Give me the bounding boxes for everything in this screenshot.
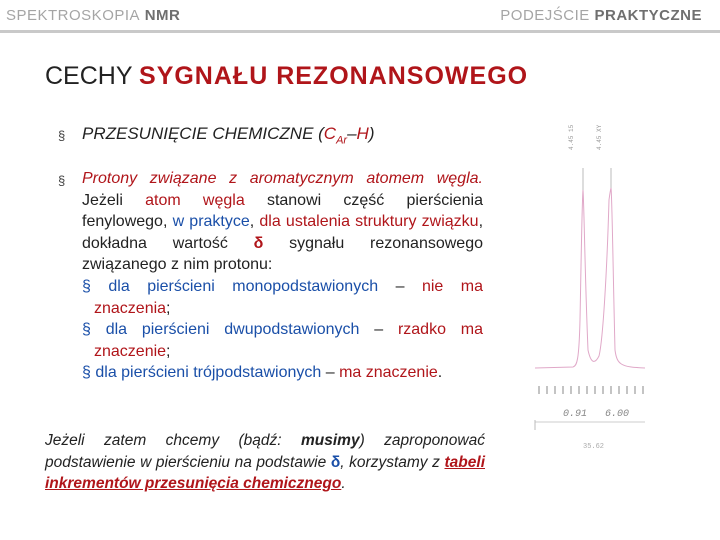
substitution-list <box>82 276 483 384</box>
nmr-spectrum-image <box>533 120 648 460</box>
integral-label-1: 0.91 <box>563 409 588 420</box>
conclusion-paragraph: Jeżeli zatem chcemy (bądź: musimy) zaproponować podstawienie w pierścieniu na podstawie δ, korzystamy z tabeli inkrementów przesunięcia chemicznego. <box>45 432 485 492</box>
bullet-marker: § <box>58 128 66 143</box>
slide-title <box>45 62 528 91</box>
header-right-a: PODEJŚCIE <box>500 7 590 24</box>
title-highlight: SYGNAŁU REZONANSOWEGO <box>139 62 529 90</box>
header-bar <box>0 0 720 30</box>
header-left <box>6 7 180 24</box>
spectrum-trace <box>535 188 645 368</box>
list-item: § dla pierścieni trójpodstawionych – ma znaczenie. <box>82 364 443 382</box>
delta-symbol: δ <box>330 453 341 471</box>
peak-label-2: 4.45 XY <box>596 124 603 150</box>
axis-ticks <box>539 386 643 394</box>
para-text: , <box>249 213 255 231</box>
must-emphasis: musimy <box>301 432 360 449</box>
para-text: Jeżeli <box>82 191 123 209</box>
heading-h: H <box>356 124 369 143</box>
heading-c: C <box>323 124 337 143</box>
heading-close: ) <box>368 124 375 143</box>
list-item: § dla pierścieni monopodstawionych – nie ma znaczenia; <box>82 277 483 317</box>
para-atom: atom węgla <box>145 191 245 209</box>
para-text: stanowi część pierścienia fenylowego <box>82 191 483 231</box>
section-heading <box>82 124 375 146</box>
para-text: sygnału rezonansowego związanego z nim protonu: <box>82 234 483 274</box>
header-right <box>500 7 702 24</box>
integral-label-2: 6.00 <box>605 409 630 420</box>
peak-label-1: 4.45 15 <box>568 124 575 150</box>
para-text: , <box>162 213 168 231</box>
para-intro: Protony związane z aromatycznym atomem węgla. <box>82 170 483 187</box>
title-plain: CECHY <box>45 62 133 90</box>
header-left-a: SPEKTROSKOPIA <box>6 7 141 24</box>
body-paragraph <box>82 168 483 384</box>
para-delta: δ <box>253 234 264 252</box>
spectrum-bottom-label: 35.62 <box>583 443 605 451</box>
heading-sub: Ar <box>336 134 348 147</box>
list-item: § dla pierścieni dwupodstawionych – rzadko ma znaczenie; <box>82 321 483 360</box>
para-structure: dla ustalenia struktury związku <box>259 213 479 231</box>
header-divider <box>0 30 720 33</box>
para-text: , dokładna wartość <box>82 213 484 252</box>
heading-text: PRZESUNIĘCIE CHEMICZNE ( <box>82 124 324 143</box>
heading-dash: – <box>347 124 357 143</box>
header-left-b: NMR <box>144 7 181 24</box>
increment-table-link: tabeli inkrementów przesunięcia chemicznego <box>45 453 485 492</box>
bullet-marker: § <box>58 173 66 188</box>
header-right-b: PRAKTYCZNE <box>594 7 702 24</box>
para-practice: w praktyce <box>172 213 250 231</box>
